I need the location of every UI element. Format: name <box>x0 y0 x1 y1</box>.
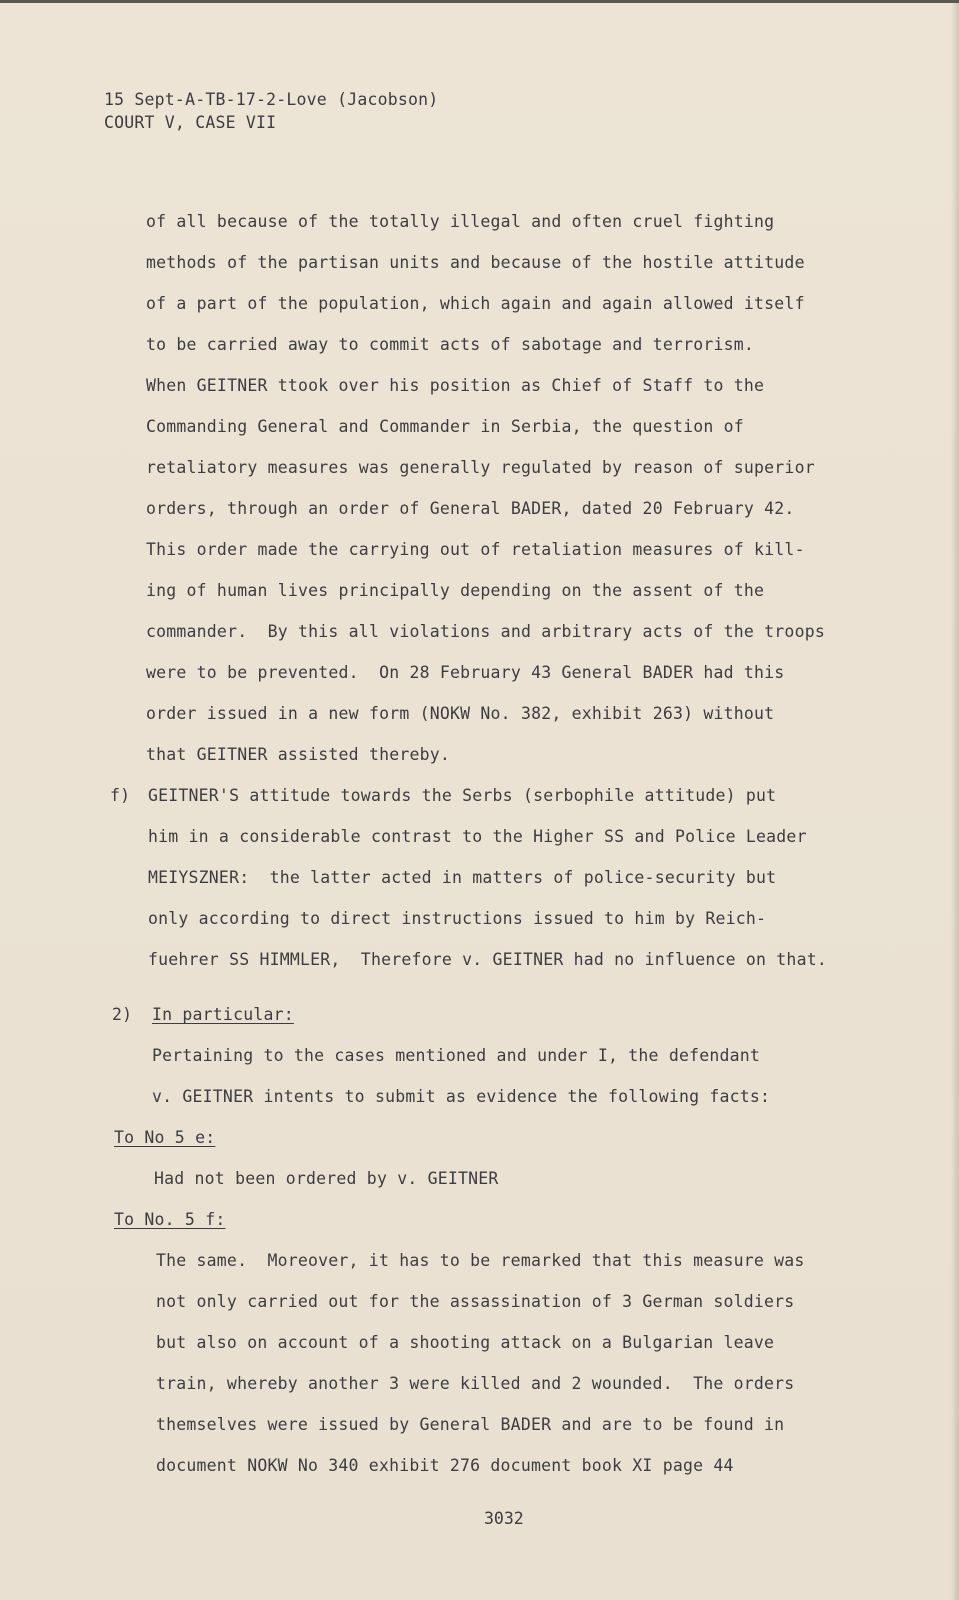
body-line: order issued in a new form (NOKW No. 382, exhibit 263) without <box>146 704 775 723</box>
body-line: methods of the partisan units and because of the hostile attitude <box>146 253 805 272</box>
body-line: fuehrer SS HIMMLER, Therefore v. GEITNER had no influence on that. <box>148 950 827 969</box>
section-2-heading: In particular: <box>152 1005 294 1024</box>
body-line: This order made the carrying out of retaliation measures of kill- <box>146 540 805 559</box>
body-line: of a part of the population, which again and again allowed itself <box>146 294 805 313</box>
body-line: document NOKW No 340 exhibit 276 document book XI page 44 <box>156 1456 734 1475</box>
body-line: The same. Moreover, it has to be remarked that this measure was <box>156 1251 805 1270</box>
to-no-5f-heading: To No. 5 f: <box>114 1210 226 1229</box>
section-f-marker: f) <box>110 786 131 805</box>
body-line: that GEITNER assisted thereby. <box>146 745 451 764</box>
body-line: to be carried away to commit acts of sabotage and terrorism. <box>146 335 755 354</box>
body-line: of all because of the totally illegal and often cruel fighting <box>146 212 775 231</box>
body-line: Commanding General and Commander in Serbia, the question of <box>146 417 744 436</box>
page-right-shadow <box>951 0 959 1600</box>
section-2-marker: 2) <box>112 1005 133 1024</box>
header-court: COURT V, CASE VII <box>104 113 277 132</box>
page-number: 3032 <box>484 1509 524 1528</box>
page-top-edge <box>0 0 959 3</box>
body-line: When GEITNER ttook over his position as Chief of Staff to the <box>146 376 765 395</box>
body-line: commander. By this all violations and arbitrary acts of the troops <box>146 622 825 641</box>
body-line: were to be prevented. On 28 February 43 General BADER had this <box>146 663 785 682</box>
body-line: not only carried out for the assassination of 3 German soldiers <box>156 1292 795 1311</box>
body-line: MEIYSZNER: the latter acted in matters of police-security but <box>148 868 777 887</box>
to-no-5e-heading: To No 5 e: <box>114 1128 216 1147</box>
body-line: him in a considerable contrast to the Higher SS and Police Leader <box>148 827 807 846</box>
body-line: orders, through an order of General BADER, dated 20 February 42. <box>146 499 795 518</box>
header-reference: 15 Sept-A-TB-17-2-Love (Jacobson) <box>104 90 439 109</box>
body-line: retaliatory measures was generally regulated by reason of superior <box>146 458 815 477</box>
body-line: themselves were issued by General BADER and are to be found in <box>156 1415 785 1434</box>
body-line: GEITNER'S attitude towards the Serbs (serbophile attitude) put <box>148 786 777 805</box>
body-line: ing of human lives principally depending on the assent of the <box>146 581 765 600</box>
body-line: Pertaining to the cases mentioned and under I, the defendant <box>152 1046 761 1065</box>
body-line: train, whereby another 3 were killed and 2 wounded. The orders <box>156 1374 795 1393</box>
body-line: v. GEITNER intents to submit as evidence the following facts: <box>152 1087 771 1106</box>
body-line: Had not been ordered by v. GEITNER <box>154 1169 499 1188</box>
body-line: only according to direct instructions issued to him by Reich- <box>148 909 767 928</box>
body-line: but also on account of a shooting attack on a Bulgarian leave <box>156 1333 775 1352</box>
